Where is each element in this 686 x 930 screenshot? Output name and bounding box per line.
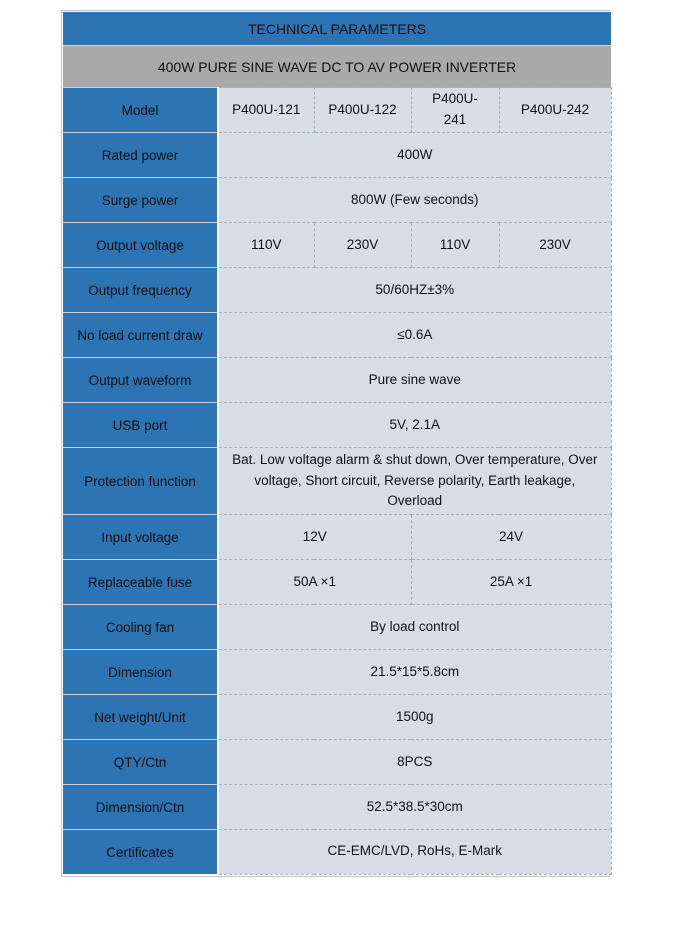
row-label: Output voltage	[63, 223, 218, 268]
row-label: Replaceable fuse	[63, 560, 218, 605]
row-label: Dimension/Ctn	[63, 785, 218, 830]
table-title-row	[63, 12, 611, 46]
spec-row	[63, 448, 611, 515]
table-title: TECHNICAL PARAMETERS	[63, 12, 611, 46]
spec-row	[63, 313, 611, 358]
spec-row	[63, 358, 611, 403]
technical-parameters-table	[63, 12, 612, 875]
row-label: Output frequency	[63, 268, 218, 313]
row-label: Model	[63, 88, 218, 133]
table-subtitle: 400W PURE SINE WAVE DC TO AV POWER INVERTER	[63, 46, 611, 88]
spec-row	[63, 650, 611, 695]
row-label: Dimension	[63, 650, 218, 695]
row-value: 110V	[411, 223, 499, 268]
spec-row	[63, 515, 611, 560]
spec-table-container	[61, 10, 610, 877]
spec-row	[63, 223, 611, 268]
row-value: 400W	[218, 133, 611, 178]
row-value: Bat. Low voltage alarm & shut down, Over temperature, Over voltage, Short circuit, Reverse polarity, Earth leakage, Overload	[218, 448, 611, 515]
row-value: 24V	[411, 515, 611, 560]
spec-row	[63, 830, 611, 875]
row-value: 5V, 2.1A	[218, 403, 611, 448]
row-value: Pure sine wave	[218, 358, 611, 403]
spec-row	[63, 695, 611, 740]
row-value: 25A ×1	[411, 560, 611, 605]
spec-table-body	[63, 12, 611, 874]
row-label: Certificates	[63, 830, 218, 875]
spec-row	[63, 740, 611, 785]
spec-row	[63, 403, 611, 448]
row-label: USB port	[63, 403, 218, 448]
spec-row	[63, 178, 611, 223]
spec-row	[63, 785, 611, 830]
row-value: 8PCS	[218, 740, 611, 785]
row-value: ≤0.6A	[218, 313, 611, 358]
row-value: P400U-121	[218, 88, 314, 133]
row-value: 50A ×1	[218, 560, 411, 605]
row-label: Input voltage	[63, 515, 218, 560]
row-label: QTY/Ctn	[63, 740, 218, 785]
row-value: P400U-241	[411, 88, 499, 133]
row-value: 50/60HZ±3%	[218, 268, 611, 313]
row-value: 12V	[218, 515, 411, 560]
row-value: P400U-242	[499, 88, 611, 133]
spec-row	[63, 268, 611, 313]
spec-row	[63, 133, 611, 178]
row-label: Protection function	[63, 448, 218, 515]
spec-row	[63, 605, 611, 650]
row-value: CE-EMC/LVD, RoHs, E-Mark	[218, 830, 611, 875]
row-value: 21.5*15*5.8cm	[218, 650, 611, 695]
row-value: By load control	[218, 605, 611, 650]
row-value: 230V	[314, 223, 411, 268]
row-value: 230V	[499, 223, 611, 268]
row-value: 800W (Few seconds)	[218, 178, 611, 223]
row-label: Cooling fan	[63, 605, 218, 650]
row-label: No load current draw	[63, 313, 218, 358]
row-value: 110V	[218, 223, 314, 268]
spec-row	[63, 88, 611, 133]
row-value: P400U-122	[314, 88, 411, 133]
row-label: Rated power	[63, 133, 218, 178]
row-label: Net weight/Unit	[63, 695, 218, 740]
spec-row	[63, 560, 611, 605]
row-label: Output waveform	[63, 358, 218, 403]
row-value: 52.5*38.5*30cm	[218, 785, 611, 830]
row-value: 1500g	[218, 695, 611, 740]
row-label: Surge power	[63, 178, 218, 223]
table-subtitle-row	[63, 46, 611, 88]
